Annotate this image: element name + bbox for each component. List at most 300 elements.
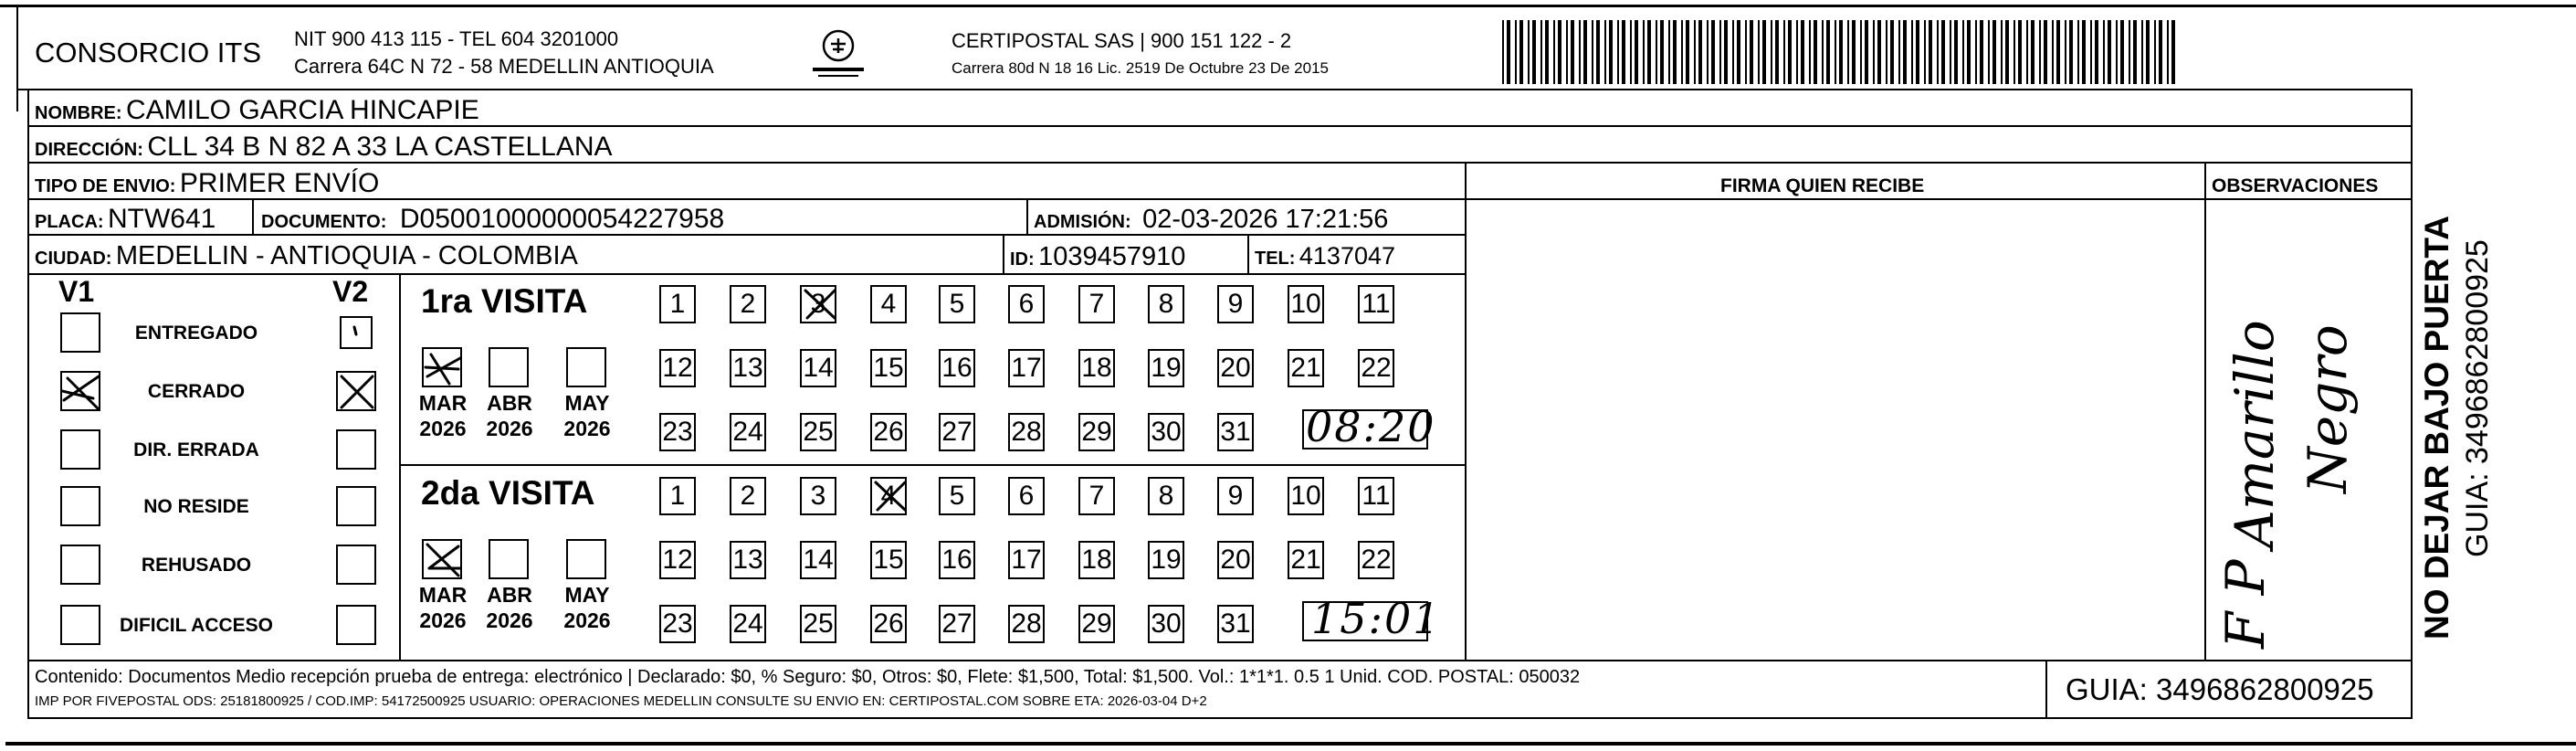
barcode-bar: [1694, 20, 1696, 84]
day-box[interactable]: [1217, 477, 1254, 515]
documento-row: [261, 206, 724, 233]
month-label: MAR: [418, 583, 468, 607]
barcode-bar: [2031, 20, 2035, 84]
barcode-bar: [1668, 20, 1670, 84]
grid-line: [2204, 162, 2206, 660]
check-mark-icon: [424, 349, 464, 389]
barcode-bar: [2120, 20, 2124, 84]
barcode-bar: [1801, 20, 1804, 84]
carrier-address: Carrera 80d N 18 16 Lic. 2519 De Octubre 23 De 2015: [952, 59, 1329, 77]
day-number: 24: [732, 608, 763, 639]
barcode-bar: [1724, 20, 1728, 84]
carrier-name: CERTIPOSTAL SAS | 900 151 122 - 2: [952, 29, 1292, 52]
day-number: 8: [1158, 289, 1174, 319]
year-label: 2026: [419, 417, 467, 440]
day-box[interactable]: [730, 285, 766, 323]
obs-handwriting-3: F P: [2214, 559, 2276, 649]
day-box[interactable]: [800, 349, 836, 387]
day-number: 29: [1081, 608, 1112, 639]
status-label: DIFICIL ACCESO: [119, 615, 273, 636]
day-number: 4: [880, 289, 897, 319]
day-number: 30: [1151, 608, 1182, 639]
documento-label: DOCUMENTO:: [261, 212, 387, 232]
barcode-bar: [1865, 20, 1868, 84]
day-number: 9: [1227, 481, 1244, 511]
carrier-logo: [811, 26, 866, 82]
barcode-bar: [1950, 20, 1951, 84]
day-number: 21: [1290, 353, 1321, 383]
barcode-bar: [1962, 20, 1964, 84]
day-box[interactable]: [1288, 349, 1324, 387]
day-number: 12: [662, 353, 693, 383]
barcode-bar: [1553, 20, 1555, 84]
barcode-bar: [1758, 20, 1760, 84]
day-number: 3: [810, 481, 826, 511]
page-bottom-line: [5, 742, 2576, 746]
barcode-bar: [1635, 20, 1638, 84]
day-number: 14: [803, 353, 834, 383]
day-number: 30: [1151, 417, 1182, 447]
footer-line1: Contenido: Documentos Medio recepción prueba de entrega: electrónico | Declarado: $0, % Seguro: $0, Otros: $0, Flete: $1,500, Total: $1,500. Vol.: 1*1*1. 0.5 1 Unid. COD. POSTAL: 050032: [35, 667, 1581, 687]
direccion-row: [35, 133, 613, 161]
footer-guia: GUIA: 3496862800925: [2066, 672, 2374, 706]
cross-mark-icon: [870, 477, 910, 515]
ciudad-label: CIUDAD:: [35, 249, 112, 269]
barcode-bar: [1532, 20, 1536, 84]
barcode-bar: [1988, 20, 1990, 84]
barcode-bar: [2001, 20, 2003, 84]
day-box[interactable]: [800, 605, 836, 643]
day-box[interactable]: [659, 541, 696, 579]
tipo-row: [35, 170, 379, 197]
barcode-bar: [2103, 20, 2105, 84]
day-number: 18: [1081, 353, 1112, 383]
barcode-bar: [1596, 20, 1600, 84]
day-box[interactable]: [1008, 285, 1045, 323]
grid-line: [27, 660, 2411, 661]
day-box[interactable]: [800, 413, 836, 451]
barcode-bar: [1719, 20, 1721, 84]
barcode-bar: [1545, 20, 1549, 84]
day-number: 13: [732, 545, 763, 575]
day-number: 3: [810, 289, 826, 319]
admision-row: [1034, 206, 1388, 233]
right-border: [2411, 89, 2413, 719]
month-checkbox[interactable]: [566, 539, 606, 579]
day-number: 26: [873, 608, 904, 639]
day-box[interactable]: [1217, 285, 1254, 323]
year-label: 2026: [419, 608, 467, 632]
day-box[interactable]: [1217, 541, 1254, 579]
year-label: 2026: [486, 608, 533, 632]
grid-line: [399, 464, 1465, 466]
barcode-bar: [2082, 20, 2086, 84]
grid-line: [1465, 198, 2411, 200]
barcode-bar: [1711, 20, 1715, 84]
barcode-bar: [1571, 20, 1574, 84]
day-box[interactable]: [870, 477, 907, 515]
barcode-bar: [1886, 20, 1887, 84]
id-row: [1010, 244, 1185, 270]
v2-checkbox[interactable]: [336, 486, 376, 526]
barcode-bar: [1762, 20, 1766, 84]
day-box[interactable]: [1078, 413, 1115, 451]
left-border-top: [16, 5, 18, 111]
day-box[interactable]: [659, 477, 696, 515]
barcode-bar: [1647, 20, 1651, 84]
mark-icon: [342, 318, 371, 347]
barcode: [1502, 20, 2183, 84]
barcode-bar: [1630, 20, 1632, 84]
ciudad-value: MEDELLIN - ANTIOQUIA - COLOMBIA: [115, 241, 578, 270]
barcode-bar: [1911, 20, 1913, 84]
day-number: 24: [732, 417, 763, 447]
day-box[interactable]: [1078, 541, 1115, 579]
id-value: 1039457910: [1038, 242, 1186, 271]
day-number: 22: [1361, 353, 1392, 383]
barcode-bar: [1852, 20, 1856, 84]
barcode-bar: [1745, 20, 1747, 84]
day-number: 11: [1362, 289, 1391, 319]
day-number: 22: [1361, 545, 1392, 575]
day-box[interactable]: [1008, 541, 1045, 579]
day-number: 28: [1011, 417, 1042, 447]
barcode-bar: [2159, 20, 2162, 84]
tel-value: 4137047: [1299, 242, 1396, 270]
day-box[interactable]: [939, 605, 975, 643]
day-box[interactable]: [870, 413, 907, 451]
barcode-bar: [1929, 20, 1932, 84]
day-number: 7: [1088, 481, 1105, 511]
barcode-bar: [1681, 20, 1683, 84]
day-number: 11: [1362, 481, 1391, 511]
barcode-bar: [1980, 20, 1983, 84]
barcode-bar: [2095, 20, 2098, 84]
day-number: 10: [1290, 289, 1321, 319]
day-number: 15: [873, 545, 904, 575]
grid-line: [27, 162, 2411, 164]
barcode-bar: [1592, 20, 1593, 84]
obs-handwriting-1: Amarillo: [2224, 320, 2286, 548]
year-label: 2026: [486, 417, 533, 440]
barcode-bar: [1583, 20, 1587, 84]
day-box[interactable]: [870, 541, 907, 579]
v2-checkbox[interactable]: [336, 545, 376, 585]
day-box[interactable]: [1148, 605, 1184, 643]
day-box[interactable]: [1078, 285, 1115, 323]
month-label: MAR: [418, 391, 468, 415]
grid-line: [27, 234, 1467, 236]
day-box[interactable]: [1008, 349, 1045, 387]
v1-label: V1: [58, 275, 95, 308]
barcode-bar: [1528, 20, 1530, 84]
day-number: 25: [803, 608, 834, 639]
day-box[interactable]: [730, 413, 766, 451]
barcode-bar: [2141, 20, 2143, 84]
day-number: 20: [1220, 353, 1251, 383]
day-box[interactable]: [659, 413, 696, 451]
barcode-bar: [1686, 20, 1689, 84]
day-box[interactable]: [730, 541, 766, 579]
barcode-bar: [1916, 20, 1919, 84]
grid-line: [1465, 162, 1467, 660]
barcode-bar: [1835, 20, 1836, 84]
barcode-bar: [1732, 20, 1734, 84]
day-box[interactable]: [1148, 477, 1184, 515]
status-label: ENTREGADO: [134, 323, 258, 344]
barcode-bar: [1540, 20, 1542, 84]
day-box[interactable]: [1008, 605, 1045, 643]
barcode-bar: [1975, 20, 1977, 84]
barcode-bar: [2171, 20, 2175, 84]
barcode-bar: [1673, 20, 1677, 84]
v2-checkbox[interactable]: [336, 371, 376, 411]
bottom-border: [27, 717, 2413, 719]
barcode-bar: [2039, 20, 2041, 84]
day-number: 1: [669, 481, 686, 511]
day-box[interactable]: [1288, 541, 1324, 579]
barcode-bar: [2108, 20, 2111, 84]
barcode-bar: [1877, 20, 1881, 84]
day-box[interactable]: [939, 477, 975, 515]
day-box[interactable]: [659, 285, 696, 323]
day-number: 13: [732, 353, 763, 383]
barcode-bar: [2005, 20, 2009, 84]
firma-header: FIRMA QUIEN RECIBE: [1720, 175, 1925, 196]
barcode-bar: [1873, 20, 1875, 84]
day-box[interactable]: [939, 413, 975, 451]
barcode-bar: [1898, 20, 1900, 84]
nombre-label: NOMBRE:: [35, 103, 122, 123]
month-checkbox[interactable]: [489, 539, 529, 579]
status-label: CERRADO: [147, 381, 246, 402]
grid-line: [1026, 198, 1028, 235]
barcode-bar: [1847, 20, 1849, 84]
day-box[interactable]: [659, 605, 696, 643]
grid-line: [27, 273, 1467, 275]
day-box[interactable]: [1288, 477, 1324, 515]
visit1-title: 1ra VISITA: [421, 282, 588, 320]
direccion-label: DIRECCIÓN:: [35, 140, 143, 160]
barcode-bar: [1890, 20, 1894, 84]
day-box[interactable]: [870, 605, 907, 643]
day-number: 18: [1081, 545, 1112, 575]
day-number: 16: [941, 545, 973, 575]
barcode-bar: [1698, 20, 1702, 84]
day-number: 16: [941, 353, 973, 383]
day-box[interactable]: [1078, 477, 1115, 515]
placa-label: PLACA:: [35, 212, 104, 232]
barcode-bar: [1954, 20, 1958, 84]
observaciones-header: OBSERVACIONES: [2212, 175, 2379, 196]
barcode-bar: [1507, 20, 1510, 84]
day-box[interactable]: [1358, 285, 1394, 323]
barcode-bar: [2065, 20, 2066, 84]
day-box[interactable]: [1008, 413, 1045, 451]
barcode-bar: [1775, 20, 1779, 84]
barcode-bar: [1566, 20, 1568, 84]
day-number: 15: [873, 353, 904, 383]
day-box[interactable]: [1008, 477, 1045, 515]
day-number: 7: [1088, 289, 1105, 319]
barcode-bar: [1809, 20, 1811, 84]
day-box[interactable]: [870, 285, 907, 323]
day-box[interactable]: [939, 349, 975, 387]
day-number: 9: [1227, 289, 1244, 319]
barcode-bar: [2090, 20, 2092, 84]
barcode-bar: [1579, 20, 1581, 84]
day-number: 19: [1151, 545, 1182, 575]
day-box[interactable]: [730, 477, 766, 515]
placa-row: [35, 206, 216, 233]
day-box[interactable]: [730, 605, 766, 643]
day-box[interactable]: [1358, 541, 1394, 579]
day-box[interactable]: [1288, 285, 1324, 323]
barcode-bar: [1750, 20, 1753, 84]
barcode-bar: [2146, 20, 2150, 84]
grid-line: [27, 125, 2411, 127]
day-number: 31: [1220, 417, 1251, 447]
month-checkbox[interactable]: [422, 347, 462, 387]
tel-label: TEL:: [1255, 249, 1296, 269]
barcode-bar: [1502, 20, 1504, 84]
grid-line: [2045, 660, 2047, 717]
barcode-bar: [1941, 20, 1945, 84]
barcode-bar: [2026, 20, 2028, 84]
day-number: 1: [669, 289, 686, 319]
day-number: 2: [740, 481, 756, 511]
day-box[interactable]: [1148, 285, 1184, 323]
barcode-bar: [1622, 20, 1625, 84]
barcode-bar: [1860, 20, 1862, 84]
direccion-value: CLL 34 B N 82 A 33 LA CASTELLANA: [147, 132, 613, 162]
barcode-bar: [1609, 20, 1613, 84]
admision-value: 02-03-2026 17:21:56: [1142, 205, 1389, 234]
year-label: 2026: [563, 417, 611, 440]
day-box[interactable]: [1358, 349, 1394, 387]
sender-company: CONSORCIO ITS: [35, 37, 262, 69]
barcode-bar: [1604, 20, 1606, 84]
day-number: 4: [880, 481, 897, 511]
barcode-bar: [1788, 20, 1792, 84]
nombre-value: CAMILO GARCIA HINCAPIE: [126, 95, 479, 125]
day-box[interactable]: [939, 285, 975, 323]
barcode-bar: [1515, 20, 1517, 84]
sender-address: Carrera 64C N 72 - 58 MEDELLIN ANTIOQUIA: [294, 55, 714, 78]
v2-checkbox[interactable]: [340, 316, 373, 349]
day-box[interactable]: [1358, 477, 1394, 515]
day-number: 27: [941, 417, 973, 447]
barcode-bar: [2044, 20, 2047, 84]
day-box[interactable]: [939, 541, 975, 579]
barcode-bar: [2056, 20, 2060, 84]
day-box[interactable]: [1217, 605, 1254, 643]
day-number: 5: [949, 289, 965, 319]
barcode-bar: [2129, 20, 2130, 84]
barcode-bar: [1924, 20, 1926, 84]
grid-line: [1247, 234, 1249, 273]
day-number: 19: [1151, 353, 1182, 383]
barcode-bar: [1558, 20, 1561, 84]
barcode-bar: [1839, 20, 1843, 84]
ciudad-row: [35, 243, 578, 270]
tipo-label: TIPO DE ENVIO:: [35, 176, 176, 196]
grid-line: [399, 273, 401, 660]
day-number: 5: [949, 481, 965, 511]
day-box[interactable]: [1148, 541, 1184, 579]
barcode-bar: [2133, 20, 2137, 84]
visit2-time: 15:01: [1311, 594, 1442, 643]
day-number: 21: [1290, 545, 1321, 575]
admision-label: ADMISIÓN:: [1034, 212, 1131, 232]
day-box[interactable]: [730, 349, 766, 387]
tipo-value: PRIMER ENVÍO: [179, 168, 380, 198]
tel-row: [1255, 244, 1395, 269]
status-label: DIR. ERRADA: [133, 439, 259, 460]
day-box[interactable]: [1148, 349, 1184, 387]
day-box[interactable]: [800, 285, 836, 323]
v2-checkbox[interactable]: [336, 429, 376, 470]
day-box[interactable]: [1148, 413, 1184, 451]
side-guia: GUIA: 3496862800925: [2460, 239, 2495, 557]
day-number: 6: [1018, 481, 1035, 511]
month-checkbox[interactable]: [489, 347, 529, 387]
grid-line: [252, 198, 254, 235]
month-checkbox[interactable]: [566, 347, 606, 387]
day-box[interactable]: [870, 349, 907, 387]
v2-checkbox[interactable]: [336, 605, 376, 645]
day-box[interactable]: [1078, 605, 1115, 643]
grid-line: [1003, 234, 1004, 273]
barcode-bar: [2167, 20, 2169, 84]
documento-value: D05001000000054227958: [399, 204, 725, 234]
barcode-bar: [1771, 20, 1772, 84]
status-label: NO RESIDE: [143, 496, 249, 517]
day-number: 8: [1158, 481, 1174, 511]
obs-handwriting-2: Negro: [2297, 324, 2359, 493]
day-number: 10: [1290, 481, 1321, 511]
year-label: 2026: [563, 608, 611, 632]
barcode-bar: [2116, 20, 2118, 84]
month-label: MAY: [564, 391, 610, 415]
day-number: 27: [941, 608, 973, 639]
barcode-bar: [2154, 20, 2156, 84]
placa-value: NTW641: [108, 204, 216, 234]
barcode-bar: [1660, 20, 1664, 84]
barcode-bar: [2018, 20, 2022, 84]
day-box[interactable]: [1217, 413, 1254, 451]
day-box[interactable]: [1217, 349, 1254, 387]
grid-line: [16, 89, 2411, 90]
day-box[interactable]: [800, 541, 836, 579]
day-number: 26: [873, 417, 904, 447]
day-box[interactable]: [659, 349, 696, 387]
day-number: 28: [1011, 608, 1042, 639]
barcode-bar: [1737, 20, 1740, 84]
month-label: ABR: [487, 391, 532, 415]
month-checkbox[interactable]: [422, 539, 462, 579]
month-label: ABR: [487, 583, 532, 607]
sender-nit-tel: NIT 900 413 115 - TEL 604 3201000: [294, 27, 619, 50]
day-box[interactable]: [800, 477, 836, 515]
barcode-bar: [1903, 20, 1907, 84]
barcode-bar: [1967, 20, 1971, 84]
day-box[interactable]: [1078, 349, 1115, 387]
barcode-bar: [1643, 20, 1645, 84]
nombre-row: [35, 97, 479, 124]
visit1-time: 08:20: [1306, 402, 1436, 451]
barcode-bar: [2013, 20, 2015, 84]
